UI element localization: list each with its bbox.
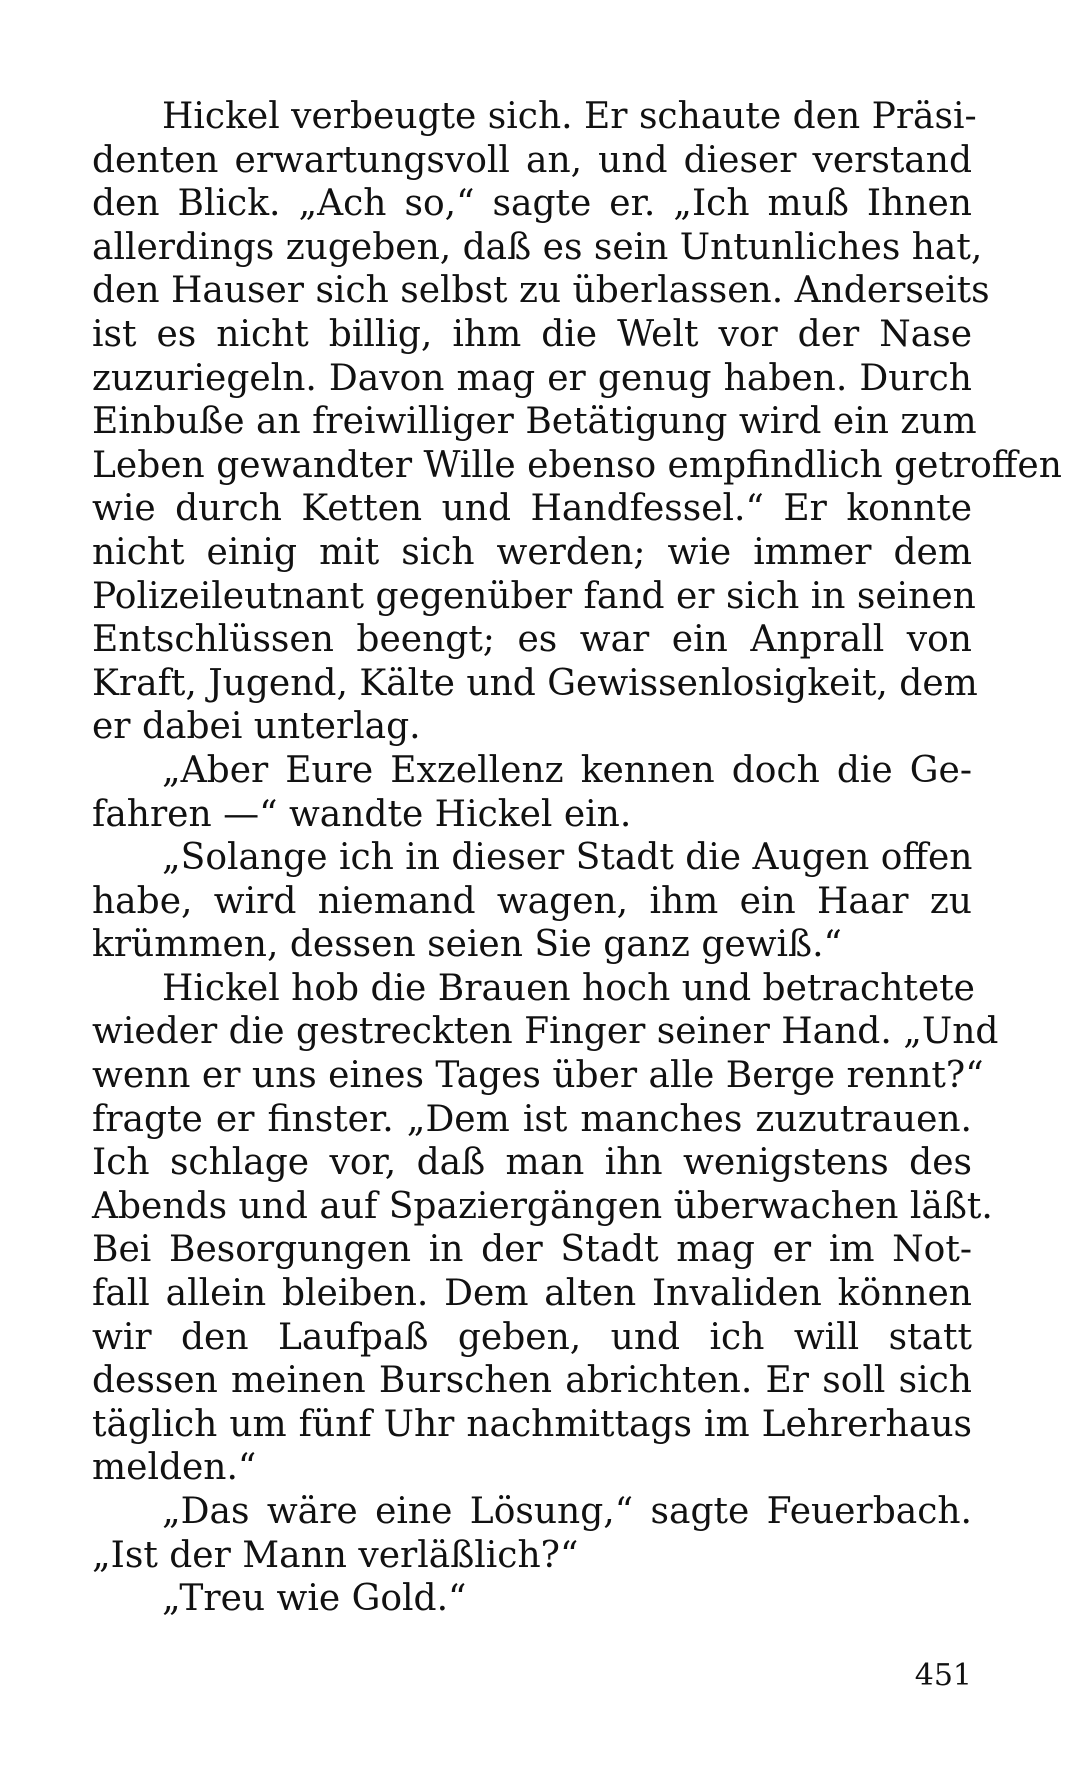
text-line: „Aber Eure Exzellenz kennen doch die Ge- <box>162 749 972 791</box>
text-line: denten erwartungsvoll an, und dieser verstand <box>92 139 972 181</box>
text-line: „Ist der Mann verläßlich?“ <box>92 1534 579 1576</box>
text-line: Ich schlage vor, daß man ihn wenigstens des <box>92 1142 972 1184</box>
text-line: „Das wäre eine Lösung,“ sagte Feuerbach. <box>162 1491 972 1532</box>
body-text <box>92 95 1062 1621</box>
text-line: nicht einig mit sich werden; wie immer dem <box>92 531 972 573</box>
text-line: fragte er finster. „Dem ist manches zuzutrauen. <box>92 1098 972 1140</box>
text-line: Hickel hob die Brauen hoch und betrachtete <box>162 967 975 1009</box>
text-line: allerdings zugeben, daß es sein Untunliches hat, <box>92 226 983 268</box>
text-line: zuzuriegeln. Davon mag er genug haben. Durch <box>92 357 972 399</box>
text-line: den Blick. „Ach so,“ sagte er. „Ich muß Ihnen <box>92 183 972 225</box>
text-line: „Treu wie Gold.“ <box>162 1578 467 1620</box>
text-line: täglich um fünf Uhr nachmittags im Lehrerhaus <box>92 1403 972 1445</box>
text-line: wieder die gestreckten Finger seiner Hand. „Und <box>92 1011 999 1053</box>
text-line: den Hauser sich selbst zu überlassen. Anderseits <box>92 270 990 312</box>
text-line: ist es nicht billig, ihm die Welt vor der Nase <box>92 313 972 355</box>
text-line: wir den Laufpaß geben, und ich will statt <box>92 1316 972 1358</box>
text-line: Bei Besorgungen in der Stadt mag er im Not- <box>92 1229 972 1271</box>
text-line: er dabei unterlag. <box>92 706 421 748</box>
text-line: wenn er uns eines Tages über alle Berge rennt?“ <box>92 1055 984 1097</box>
text-line: Abends und auf Spaziergängen überwachen läßt. <box>92 1185 993 1227</box>
text-line: fahren —“ wandte Hickel ein. <box>92 793 632 835</box>
text-line: habe, wird niemand wagen, ihm ein Haar zu <box>92 880 972 922</box>
text-line: Einbuße an freiwilliger Betätigung wird ein zum <box>92 401 977 443</box>
text-line: „Solange ich in dieser Stadt die Augen offen <box>162 837 973 879</box>
text-line: fall allein bleiben. Dem alten Invaliden können <box>92 1273 972 1315</box>
text-line: Hickel verbeugte sich. Er schaute den Präsi- <box>162 96 977 137</box>
text-line: Kraft, Jugend, Kälte und Gewissenlosigkeit, dem <box>92 662 978 704</box>
text-line: Leben gewandter Wille ebenso empfindlich getroffen <box>92 444 1062 486</box>
text-line: melden.“ <box>92 1447 257 1489</box>
text-line: wie durch Ketten und Handfessel.“ Er konnte <box>92 488 972 530</box>
text-line: Entschlüssen beengt; es war ein Anprall von <box>92 619 972 661</box>
text-line: dessen meinen Burschen abrichten. Er soll sich <box>92 1360 972 1402</box>
text-line: Polizeileutnant gegenüber fand er sich in seinen <box>92 575 976 617</box>
page-number: 451 <box>914 1658 972 1693</box>
text-line: krümmen, dessen seien Sie ganz gewiß.“ <box>92 924 842 966</box>
